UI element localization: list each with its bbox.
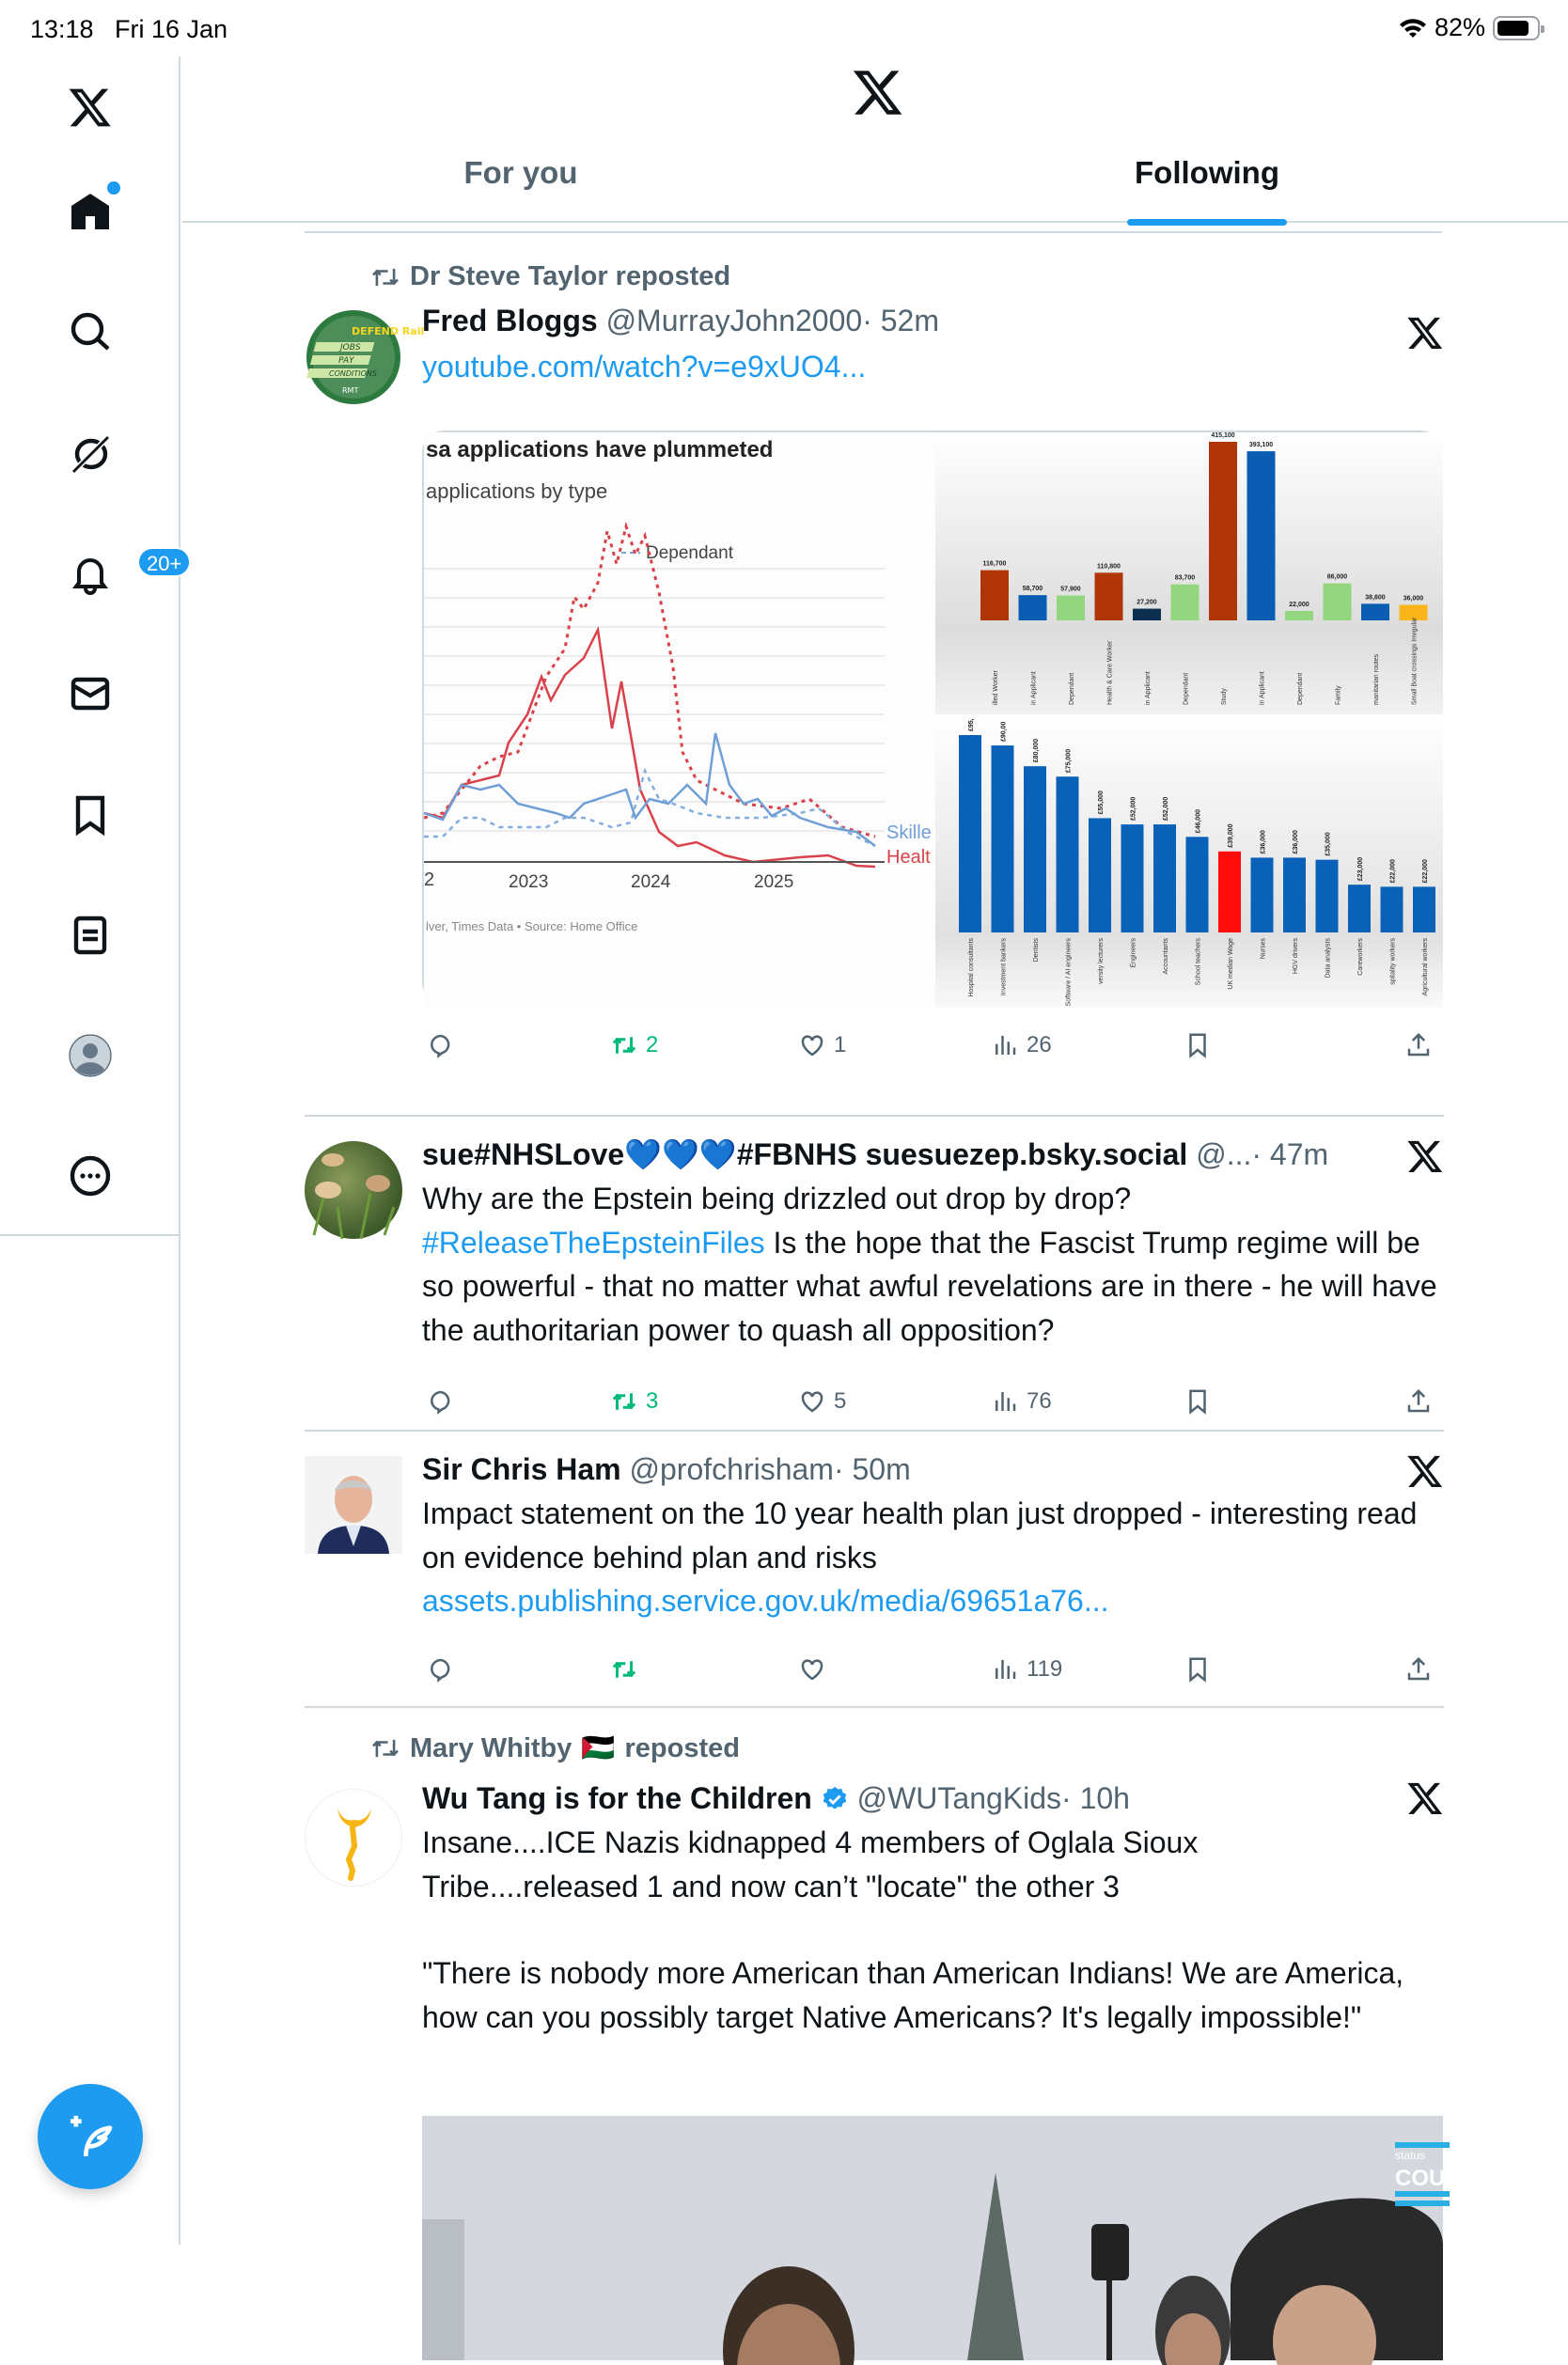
sidebar-divider <box>0 1234 180 1236</box>
grok-x-icon[interactable] <box>1406 314 1444 352</box>
repost-icon <box>610 1031 638 1059</box>
tab-following[interactable] <box>859 155 1555 221</box>
bar-category-label: Dependant <box>1069 672 1075 705</box>
repost-icon <box>610 1655 638 1684</box>
compose-feather-icon <box>64 2110 117 2163</box>
tweet[interactable] <box>305 1119 1444 1432</box>
video-thumbnail <box>422 2116 1461 2360</box>
view-count: 26 <box>1027 1032 1052 1057</box>
share-button[interactable] <box>1404 1655 1433 1684</box>
tweet-header <box>422 298 1444 343</box>
bookmark-icon <box>1184 1387 1212 1416</box>
tweet-link-line <box>422 1579 1444 1623</box>
more-icon <box>68 1153 113 1198</box>
tweet-link <box>422 343 1444 390</box>
share-icon <box>1404 1031 1433 1059</box>
repost-icon <box>610 1387 638 1416</box>
bar <box>1153 824 1176 932</box>
chart-source: lver, Times Data • Source: Home Office <box>426 919 638 933</box>
bookmark-button[interactable] <box>1184 1031 1212 1059</box>
bar-category-label: Accountants <box>1163 938 1169 975</box>
bar <box>1089 818 1111 932</box>
bar <box>959 735 981 932</box>
bar <box>1209 442 1237 620</box>
bar <box>1218 852 1241 932</box>
bar-value-label: £36,000 <box>1260 830 1267 854</box>
bar-category-label: Software / AI engineers <box>1065 938 1073 1007</box>
heart-icon <box>798 1387 826 1416</box>
line-chart-image <box>424 432 937 1006</box>
bar-value-label: 86,000 <box>1326 573 1348 581</box>
link[interactable]: youtube.com/watch?v=e9xUO4... <box>422 350 867 384</box>
like-count: 1 <box>834 1032 847 1057</box>
repost-icon <box>370 265 400 290</box>
share-button[interactable] <box>1404 1031 1433 1059</box>
tweet-actions <box>422 1655 1444 1693</box>
tweet-actions <box>422 1387 1444 1425</box>
x-tick: 2023 <box>509 872 549 892</box>
author-name[interactable]: Fred Bloggs <box>422 304 598 337</box>
bar-category-label: Family <box>1335 685 1342 705</box>
bar-category-label: Small Boat crossings Irregular <box>1411 617 1419 705</box>
search-icon <box>68 309 113 354</box>
svg-text:RMT: RMT <box>342 386 359 395</box>
bookmark-icon <box>68 792 113 838</box>
x-logo-icon <box>852 66 904 118</box>
avatar[interactable] <box>305 1456 402 1554</box>
bar <box>980 571 1009 620</box>
bar <box>1057 776 1079 932</box>
visa-bar-chart-image <box>935 432 1443 714</box>
bar-value-label: £52,000 <box>1163 796 1169 822</box>
bar <box>1024 766 1046 932</box>
status-bar <box>0 0 1568 56</box>
tab-following-label: Following <box>1135 155 1279 190</box>
sidebar-item-profile[interactable] <box>53 1018 128 1093</box>
mail-icon <box>68 671 113 716</box>
avatar[interactable] <box>305 1789 402 1887</box>
bar-category-label: in Applicant <box>1030 671 1038 705</box>
main-column <box>182 56 1568 2245</box>
feed-divider <box>305 231 1442 233</box>
bookmark-icon <box>1184 1031 1212 1059</box>
tweet-text <box>422 1492 1444 1579</box>
tweet-content <box>422 1776 1461 2191</box>
tweet-text <box>422 1821 1444 1908</box>
battery-icon <box>1493 16 1540 40</box>
tweet-time: · 50m <box>833 1452 911 1486</box>
sidebar-item-notifications[interactable] <box>53 536 182 611</box>
status-time: 13:18 <box>30 15 94 43</box>
bar <box>1251 857 1274 932</box>
bar-value-label: £75,000 <box>1065 748 1073 774</box>
tweet-media[interactable] <box>422 431 1443 1007</box>
bar-value-label: 110,800 <box>1097 563 1121 571</box>
bar-value-label: £39,000 <box>1228 823 1234 848</box>
tweet-actions <box>422 1031 1444 1069</box>
status-right <box>1399 13 1540 42</box>
watermark-coup: COUP <box>1395 2166 1461 2191</box>
author-handle[interactable]: @MurrayJohn2000 <box>605 304 863 337</box>
repost-button[interactable] <box>610 1031 658 1059</box>
views-button[interactable] <box>991 1031 1052 1059</box>
svg-text:CONDITIONS: CONDITIONS <box>329 369 377 378</box>
tweet-content <box>422 1447 1444 1682</box>
heart-icon <box>798 1031 826 1059</box>
wifi-icon <box>1399 17 1427 39</box>
active-tab-indicator <box>1127 219 1287 226</box>
sidebar <box>0 56 180 2245</box>
bar-category-label: Agricultural workers <box>1422 938 1429 996</box>
avatar[interactable] <box>305 308 425 406</box>
bar-category-label: versity lecturers <box>1098 938 1105 985</box>
bar-category-label: Hospital consultants <box>968 938 975 997</box>
sidebar-item-bookmarks[interactable] <box>53 777 128 853</box>
bar-category-label: manitarian routes <box>1373 653 1380 705</box>
link[interactable]: assets.publishing.service.gov.uk/media/69651a76... <box>422 1584 1109 1618</box>
grok-x-icon[interactable] <box>1406 1452 1444 1490</box>
tweet-header <box>422 1776 1444 1821</box>
repost-context <box>370 261 730 292</box>
bar <box>1247 451 1276 620</box>
chart-title: sa applications have plummeted <box>426 437 774 462</box>
bar-value-label: £46,000 <box>1195 809 1202 834</box>
reply-icon <box>427 1655 455 1684</box>
view-count: 119 <box>1027 1656 1063 1682</box>
tweet-text-line: Insane....ICE Nazis kidnapped 4 members of Oglala Sioux Tribe....released 1 and now can’t "locate" the other 3 <box>422 1825 1199 1903</box>
tweet[interactable] <box>305 1433 1444 1708</box>
repost-context <box>370 1732 740 1764</box>
share-icon <box>1404 1387 1433 1416</box>
bar-value-label: £80,000 <box>1033 738 1040 763</box>
sidebar-item-messages[interactable] <box>53 656 128 731</box>
x-tick: 2 <box>424 869 435 890</box>
status-date: Fri 16 Jan <box>115 15 228 43</box>
x-logo-icon <box>68 85 113 130</box>
author-handle[interactable]: @... <box>1196 1137 1252 1171</box>
bar <box>1057 595 1085 620</box>
wu-tang-logo-avatar <box>306 1790 403 1887</box>
repost-count: 3 <box>646 1388 659 1414</box>
x-tick: 2025 <box>754 872 794 892</box>
battery-fill <box>1497 21 1529 36</box>
tweet-content <box>422 1132 1444 1414</box>
tweet-time: · 52m <box>862 304 939 337</box>
compose-button[interactable] <box>38 2084 143 2189</box>
bar-category-label: Study <box>1221 688 1228 705</box>
bar-value-label: 57,900 <box>1060 586 1081 593</box>
rmt-logo-avatar <box>305 308 425 406</box>
palestine-flag-icon: 🇵🇸 <box>581 1733 616 1763</box>
tweet-text-body: Impact statement on the 10 year health plan just dropped - interesting read on evidence behind plan and risks <box>422 1496 1418 1574</box>
grok-icon <box>68 431 113 476</box>
series-label-skilled: Skille <box>886 822 932 843</box>
author-handle[interactable]: @profchrisham <box>629 1452 834 1486</box>
tweet-content <box>422 298 1444 1057</box>
bar-value-label: £52,000 <box>1130 796 1137 822</box>
share-button[interactable] <box>1404 1387 1433 1416</box>
bar <box>1413 886 1435 932</box>
reply-button[interactable] <box>427 1655 463 1684</box>
bar <box>1348 885 1371 932</box>
bar-value-label: 22,000 <box>1289 601 1309 608</box>
watermark-status: status <box>1395 2149 1426 2162</box>
home-notification-dot <box>107 181 120 195</box>
author-name[interactable]: Sir Chris Ham <box>422 1452 621 1486</box>
profile-photo-avatar <box>305 1456 402 1554</box>
bookmark-button[interactable] <box>1184 1387 1212 1416</box>
bar-value-label: 58,700 <box>1022 586 1043 593</box>
bar-category-label: HGV drivers <box>1293 938 1299 975</box>
bar <box>1186 837 1209 932</box>
bar-value-label: 36,000 <box>1403 595 1424 603</box>
mushroom-avatar-image <box>305 1141 402 1239</box>
svg-text:PAY: PAY <box>338 356 354 366</box>
repost-button[interactable] <box>610 1387 658 1416</box>
bar-category-label: illed Worker <box>993 670 999 705</box>
home-icon <box>68 189 113 234</box>
views-icon <box>991 1655 1019 1684</box>
bar-category-label: Investment bankers <box>1000 938 1008 996</box>
tweet-quote-text: "There is nobody more American than American Indians! We are America, how can you possibly target Native Americans? It's legally impossible!" <box>422 1956 1404 2034</box>
bar-category-label: Dependant <box>1183 672 1190 705</box>
grok-x-icon[interactable] <box>1406 1137 1444 1175</box>
bar-category-label: Nurses <box>1260 938 1267 960</box>
repost-count: 2 <box>646 1032 659 1057</box>
bar-value-label: £22,000 <box>1389 859 1397 884</box>
battery-percent: 82% <box>1434 13 1485 41</box>
lists-icon <box>68 913 113 958</box>
reply-icon <box>427 1031 455 1059</box>
repost-icon <box>370 1736 400 1761</box>
bar-value-label: £36,000 <box>1293 830 1299 854</box>
tweet-video-media[interactable] <box>422 2116 1461 2360</box>
bell-icon <box>68 551 113 596</box>
tab-for-you[interactable] <box>182 155 859 221</box>
tab-for-you-label: For you <box>463 155 578 190</box>
repost-by-name: Mary Whitby <box>410 1732 572 1763</box>
repost-button[interactable] <box>610 1655 646 1684</box>
tweet-text-line: Why are the Epstein being drizzled out drop by drop? <box>422 1182 1132 1215</box>
tweet-text <box>422 1177 1444 1352</box>
bar-value-label: £23,000 <box>1357 856 1364 882</box>
bar-value-label: £35,000 <box>1325 832 1332 856</box>
like-button[interactable] <box>798 1655 834 1684</box>
avatar[interactable] <box>305 1141 402 1239</box>
x-tick: 2024 <box>631 872 671 892</box>
bar-value-label: 116,700 <box>982 560 1007 568</box>
tweet[interactable] <box>305 1710 1461 2293</box>
like-count: 5 <box>834 1388 847 1414</box>
bar-category-label: Engineers <box>1130 938 1137 968</box>
bar-value-label: 393,100 <box>1248 442 1274 449</box>
grok-x-icon[interactable] <box>1406 1779 1444 1817</box>
tweet-text-rest: Is the hope that the Fascist Trump regime will be so powerful - that no matter what awful revelations are in there - he will have the authoritarian power to quash all opposition? <box>422 1225 1437 1347</box>
tweet-header <box>422 1132 1444 1177</box>
series-label-health: Healt <box>886 847 931 868</box>
bar-value-label: £22,000 <box>1422 859 1429 884</box>
tweet-time: · 10h <box>1061 1781 1130 1815</box>
author-handle[interactable]: @WUTangKids <box>856 1781 1062 1815</box>
repost-suffix: reposted <box>624 1732 740 1763</box>
bar-category-label: Dependant <box>1297 672 1304 705</box>
bar-category-label: School teachers <box>1195 938 1202 986</box>
sidebar-item-lists[interactable] <box>53 898 128 973</box>
reply-button[interactable] <box>427 1031 463 1059</box>
profile-avatar-icon <box>68 1033 113 1078</box>
author-name[interactable]: sue#NHSLove💙💙💙#FBNHS suesuezep.bsky.social <box>422 1137 1188 1171</box>
tweet-header <box>422 1447 1444 1492</box>
main-header <box>182 56 1568 223</box>
views-button[interactable] <box>991 1387 1052 1416</box>
sidebar-item-more[interactable] <box>53 1138 128 1214</box>
bar <box>1316 860 1339 932</box>
reply-icon <box>427 1387 455 1416</box>
bar-category-label: spitality workers <box>1389 938 1397 985</box>
tweet-quote <box>422 1951 1444 2039</box>
share-icon <box>1404 1655 1433 1684</box>
bar <box>1361 603 1389 620</box>
bar-category-label: Health & Care Worker <box>1106 640 1114 705</box>
bar-value-label: 83,700 <box>1174 574 1196 582</box>
bar-category-label: UK median Wage <box>1228 938 1234 990</box>
repost-by: Dr Steve Taylor reposted <box>410 261 731 291</box>
bar <box>1324 584 1352 620</box>
bar <box>1381 886 1403 932</box>
bar-value-label: 415,100 <box>1211 432 1235 439</box>
views-icon <box>991 1387 1019 1416</box>
bar <box>1171 585 1200 620</box>
bar <box>1133 609 1161 620</box>
like-button[interactable] <box>798 1031 846 1059</box>
bar-category-label: Dentists <box>1033 938 1040 963</box>
reply-button[interactable] <box>427 1387 463 1416</box>
hashtag[interactable]: #ReleaseTheEpsteinFiles <box>422 1225 765 1260</box>
bar <box>1019 595 1047 620</box>
bar <box>1285 611 1313 620</box>
bar-value-label: 27,200 <box>1137 599 1157 606</box>
verified-badge-icon <box>821 1785 849 1813</box>
heart-icon <box>798 1655 826 1684</box>
bar-value-label: £95, <box>968 718 975 731</box>
bar-value-label: £55,000 <box>1098 791 1105 815</box>
sidebar-x-logo[interactable] <box>53 70 128 145</box>
views-icon <box>991 1031 1019 1059</box>
notifications-badge: 20+ <box>137 547 191 577</box>
sidebar-item-grok[interactable] <box>53 415 128 491</box>
sidebar-item-explore[interactable] <box>53 294 128 369</box>
tweet-time: · 47m <box>1251 1137 1329 1171</box>
author-name[interactable]: Wu Tang is for the Children <box>422 1781 812 1815</box>
bar-value-label: £90,00 <box>1000 721 1008 743</box>
bar-value-label: 38,600 <box>1365 594 1386 602</box>
sidebar-item-home[interactable] <box>53 174 128 249</box>
tweet[interactable] <box>305 244 1444 1117</box>
legend-dependant: Dependant <box>646 543 733 563</box>
like-button[interactable] <box>798 1387 846 1416</box>
bar-category-label: in Applicant <box>1259 671 1266 705</box>
bar <box>1283 857 1306 932</box>
chart-subtitle: applications by type <box>426 479 608 503</box>
bar-category-label: in Applicant <box>1145 671 1152 705</box>
view-count: 76 <box>1027 1388 1052 1414</box>
svg-text:DEFEND Rail: DEFEND Rail <box>352 325 425 337</box>
salary-bar-chart-image <box>935 714 1443 1008</box>
bar-category-label: Careworkers <box>1357 938 1364 976</box>
bar <box>992 745 1014 932</box>
bar <box>1095 572 1123 620</box>
bookmark-button[interactable] <box>1184 1655 1212 1684</box>
bar <box>1121 824 1144 932</box>
views-button[interactable] <box>991 1655 1062 1684</box>
bookmark-icon <box>1184 1655 1212 1684</box>
svg-text:JOBS: JOBS <box>340 343 361 352</box>
bar-category-label: Data analysts <box>1325 938 1332 979</box>
